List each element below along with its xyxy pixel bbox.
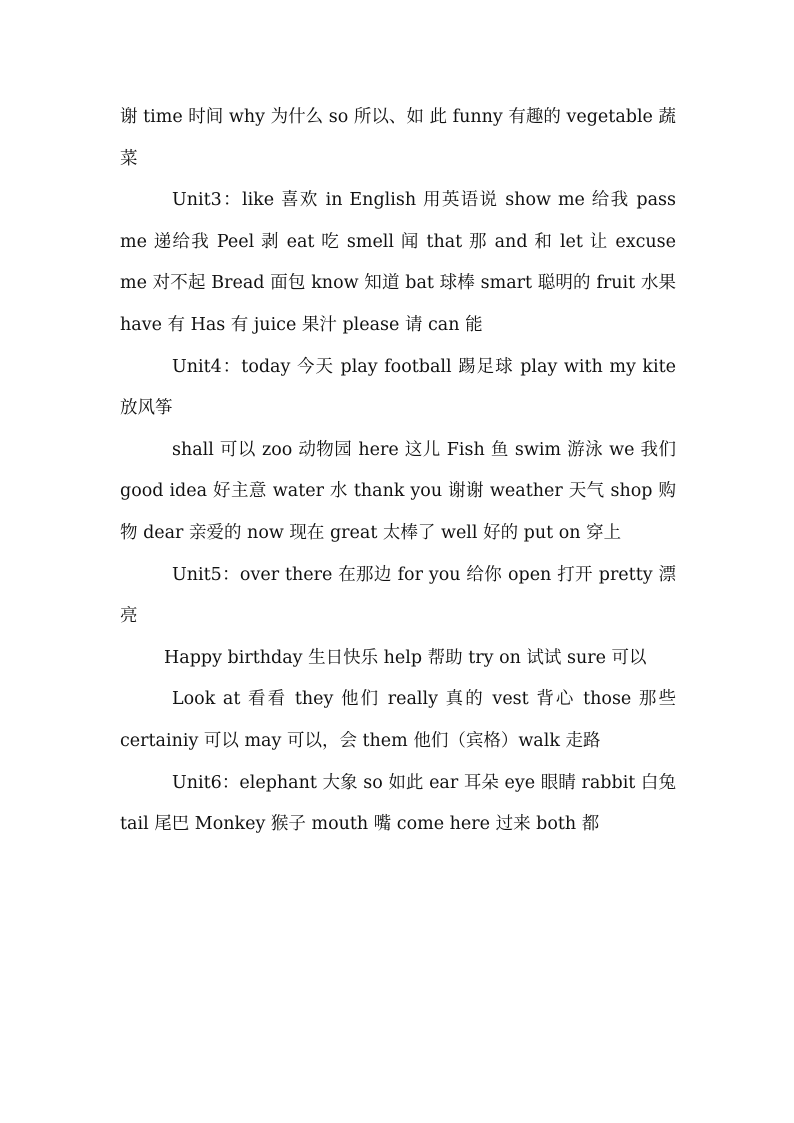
paragraph-unit4-continued: shall 可以 zoo 动物园 here 这儿 Fish 鱼 swim 游泳 we 我们 good idea 好主意 water 水 thank you 谢谢 weather 天气 shop 购物 dear 亲爱的 now 现在 great 太棒了 well 好的 put on 穿上 [120, 439, 676, 543]
paragraph-vocab-continued: 谢 time 时间 why 为什么 so 所以、如 此 funny 有趣的 vegetable 蔬菜 [120, 107, 676, 169]
paragraph-unit5-birthday: Happy birthday 生日快乐 help 帮助 try on 试试 sure 可以 [164, 647, 647, 668]
paragraph-unit6: Unit6：elephant 大象 so 如此 ear 耳朵 eye 眼睛 rabbit 白兔 tail 尾巴 Monkey 猴子 mouth 嘴 come here 过来 both 都 [120, 772, 676, 835]
paragraph-unit3: Unit3：like 喜欢 in English 用英语说 show me 给我 pass me 递给我 Peel 剥 eat 吃 smell 闻 that 那 and 和 let 让 excuse me 对不起 Bread 面包 know 知道 bat 球棒 smart 聪明的 fruit 水果 have 有 Has 有 juice 果汁 please 请 can 能 [120, 190, 676, 335]
paragraph-unit5: Unit5：over there 在那边 for you 给你 open 打开 pretty 漂亮 [120, 564, 676, 627]
paragraph-unit4: Unit4：today 今天 play football 踢足球 play with my kite 放风筝 [120, 356, 676, 419]
paragraph-unit5-look-at: Look at 看看 they 他们 really 真的 vest 背心 those 那些 certainiy 可以 may 可以，会 them 他们（宾格）walk 走路 [120, 689, 676, 751]
document-page [120, 97, 676, 846]
